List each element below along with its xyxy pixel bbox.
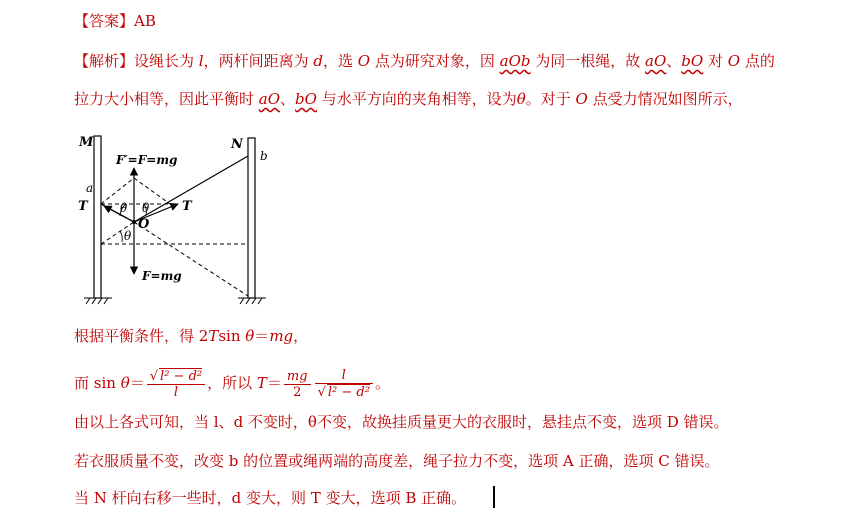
segment-bo: bO [681,52,704,70]
label-theta-1: θ [120,201,128,215]
answer-value: AB [134,12,156,30]
answer-label: 【答案】 [74,12,135,30]
label-theta-2: θ [142,201,150,215]
label-o: O [138,217,150,232]
analysis-line-2: 拉力大小相等，因此平衡时 aO、bO 与水平方向的夹角相等，设为θ。对于 O 点受力情况如图所示， [74,90,743,108]
label-m: M [79,135,94,150]
pole-m [94,136,101,298]
label-force-down: F=mg [142,269,182,283]
ground-left [84,298,112,304]
ground-right [238,298,266,304]
analysis-label: 【解析】 [74,52,135,70]
fraction-mg-2: $\frac{mg}{2}$ [284,369,311,400]
answer-line [74,11,156,31]
conclusion-line-2: 若衣服质量不变，改变 b 的位置或绳两端的高度差，绳子拉力不变，选项 A 正确，选项 C 错误。 [74,452,720,470]
fraction-l-sqrt: $\frac{l}{\text{√ l² − d²}}$ [315,368,373,400]
label-n: N [231,137,243,152]
pole-n [248,138,255,298]
fraction-sin-theta: $\frac{\text{√ l² − d²}}{l}$ [147,368,205,400]
equation-2: 而 sin θ＝ $\frac{\text{√ l² − d²}}{l}$ ，所以 T＝ $\frac{mg}{2}$ $\frac{l}{\text{√ l² − d²}}$ 。 [74,368,390,400]
analysis-line-1: 【解析】设绳长为 l，两杆间距离为 d，选 O 点为研究对象，因 aOb 为同一根绳，故 aO、bO 对 O 点的 [74,52,775,70]
label-b: b [260,149,268,163]
label-theta-3: θ [124,229,132,243]
conclusion-line-3: 当 N 杆向右移一些时，d 变大，则 T 变大，选项 B 正确。 [74,489,467,507]
rope-aob: aOb [499,52,531,70]
equation-1: 根据平衡条件，得 2Tsin θ＝mg， [74,327,309,345]
force-diagram [76,128,286,310]
conclusion-line-1: 由以上各式可知，当 l、d 不变时，θ不变，故换挂质量更大的衣服时，悬挂点不变，选项 D 错误。 [74,413,729,431]
label-t-right: T [182,199,192,214]
segment-ao: aO [645,52,667,70]
tension-left-arrow [104,206,134,222]
label-force-up: F′=F=mg [116,153,178,167]
label-a: a [86,181,94,195]
text-cursor [493,486,495,508]
label-t-left: T [78,199,88,214]
